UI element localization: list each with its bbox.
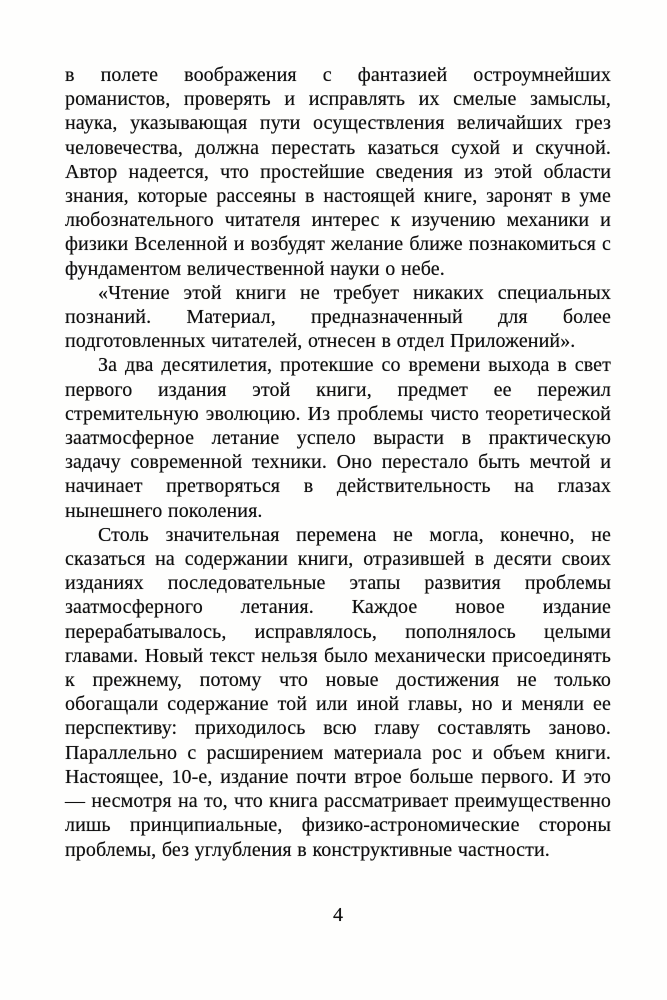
paragraph-continuation: в полете воображения с фантазией остроумнейших романистов, проверять и исправлять их смелые замыслы, наука, указывающая пути осуществления величайших грез человечества, должна перестать казаться сухой и скучной. Автор надеется, что простейшие сведения из этой области знания, которые рассеяны в настоящей книге, заронят в уме любознательного читателя интерес к изучению механики и физики Вселенной и возбудят желание ближе познакомиться с фундаментом величественной науки о небе. (65, 64, 611, 280)
paragraph: Столь значительная перемена не могла, конечно, не сказаться на содержании книги, отразившей в десяти своих изданиях последовательные этапы развития проблемы заатмосферного летания. Каждое новое издание перерабатывалось, исправлялось, пополнялось целыми главами. Новый текст нельзя было механически присоединять к прежнему, потому что новые достижения не только обогащали содержание той или иной главы, но и меняли ее перспективу: приходилось всю главу составлять заново. Параллельно с расширением материала рос и объем книги. Настоящее, 10-е, издание почти втрое больше первого. И это — несмотря на то, что книга рассматривает преимущественно лишь принципиальные, физико-астрономические стороны проблемы, без углубления в конструктивные частности. (65, 523, 611, 861)
page-number: 4 (333, 904, 343, 926)
paragraph: За два десятилетия, протекшие со времени выхода в свет первого издания этой книги, предмет ее пережил стремительную эволюцию. Из проблемы чисто теоретической заатмосферное летание успело вырасти в практическую задачу современной техники. Оно перестало быть мечтой и начинает претворяться в действительность на глазах нынешнего поколения. (65, 354, 611, 522)
page-text (65, 63, 611, 862)
paragraph: «Чтение этой книги не требует никаких специальных познаний. Материал, предназначенный для более подготовленных читателей, отнесен в отдел Приложений». (65, 281, 611, 353)
